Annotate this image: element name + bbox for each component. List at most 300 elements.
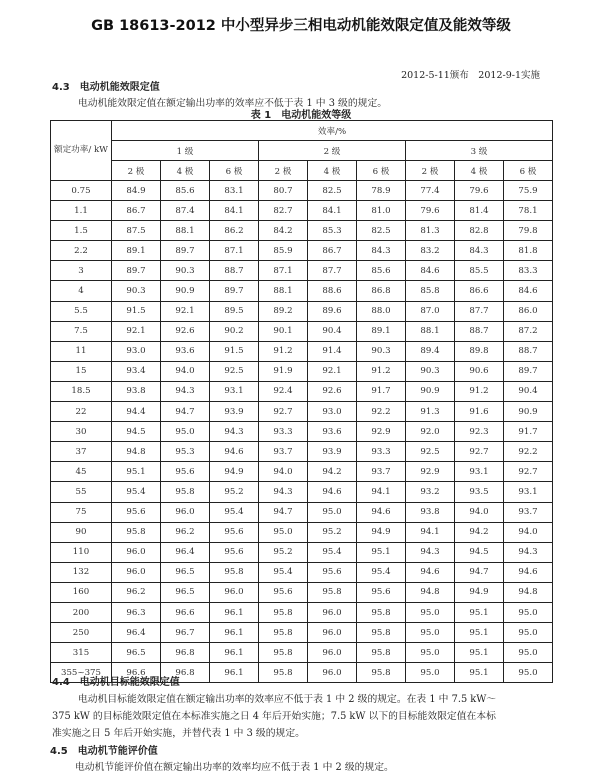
power-cell: 7.5 bbox=[51, 321, 112, 341]
efficiency-cell: 81.0 bbox=[357, 201, 406, 221]
grade-header: 3 级 bbox=[406, 141, 553, 161]
pole-header: 4 极 bbox=[455, 161, 504, 181]
efficiency-cell: 96.0 bbox=[112, 542, 161, 562]
efficiency-cell: 86.7 bbox=[112, 201, 161, 221]
efficiency-cell: 96.0 bbox=[161, 502, 210, 522]
efficiency-cell: 93.5 bbox=[455, 482, 504, 502]
efficiency-cell: 94.1 bbox=[357, 482, 406, 502]
efficiency-cell: 96.0 bbox=[308, 663, 357, 683]
pole-header: 2 极 bbox=[259, 161, 308, 181]
efficiency-cell: 95.6 bbox=[161, 462, 210, 482]
efficiency-cell: 94.0 bbox=[504, 522, 553, 542]
efficiency-cell: 88.0 bbox=[357, 301, 406, 321]
efficiency-cell: 92.0 bbox=[406, 422, 455, 442]
efficiency-cell: 95.8 bbox=[210, 562, 259, 582]
efficiency-cell: 91.6 bbox=[455, 402, 504, 422]
efficiency-cell: 94.8 bbox=[406, 582, 455, 602]
efficiency-cell: 86.8 bbox=[357, 281, 406, 301]
pole-header: 6 极 bbox=[210, 161, 259, 181]
efficiency-cell: 95.3 bbox=[161, 442, 210, 462]
efficiency-cell: 90.9 bbox=[504, 402, 553, 422]
pole-header: 6 极 bbox=[357, 161, 406, 181]
power-cell: 3 bbox=[51, 261, 112, 281]
efficiency-cell: 95.1 bbox=[455, 602, 504, 622]
efficiency-cell: 95.6 bbox=[308, 562, 357, 582]
section-4-4-heading: 4.4 电动机目标能效限定值 bbox=[52, 677, 180, 688]
efficiency-cell: 87.5 bbox=[112, 221, 161, 241]
efficiency-cell: 87.7 bbox=[455, 301, 504, 321]
efficiency-cell: 90.3 bbox=[357, 341, 406, 361]
table-row bbox=[51, 281, 553, 301]
efficiency-cell: 92.1 bbox=[112, 321, 161, 341]
efficiency-cell: 95.0 bbox=[504, 643, 553, 663]
efficiency-cell: 91.4 bbox=[308, 341, 357, 361]
efficiency-cell: 91.7 bbox=[357, 381, 406, 401]
efficiency-cell: 92.5 bbox=[210, 361, 259, 381]
efficiency-cell: 82.5 bbox=[357, 221, 406, 241]
efficiency-cell: 94.2 bbox=[308, 462, 357, 482]
efficiency-cell: 94.6 bbox=[357, 502, 406, 522]
efficiency-cell: 85.5 bbox=[455, 261, 504, 281]
efficiency-cell: 92.1 bbox=[308, 361, 357, 381]
efficiency-cell: 95.6 bbox=[259, 582, 308, 602]
efficiency-cell: 96.1 bbox=[210, 643, 259, 663]
efficiency-cell: 94.7 bbox=[259, 502, 308, 522]
efficiency-cell: 93.1 bbox=[455, 462, 504, 482]
efficiency-cell: 94.0 bbox=[259, 462, 308, 482]
power-cell: 11 bbox=[51, 341, 112, 361]
efficiency-cell: 89.5 bbox=[210, 301, 259, 321]
power-cell: 315 bbox=[51, 643, 112, 663]
efficiency-cell: 75.9 bbox=[504, 181, 553, 201]
table-caption: 表 1 电动机能效等级 bbox=[250, 110, 352, 121]
efficiency-cell: 96.6 bbox=[112, 663, 161, 683]
efficiency-cell: 90.1 bbox=[259, 321, 308, 341]
efficiency-cell: 91.5 bbox=[210, 341, 259, 361]
efficiency-cell: 94.9 bbox=[455, 582, 504, 602]
efficiency-cell: 94.9 bbox=[357, 522, 406, 542]
power-cell: 55 bbox=[51, 482, 112, 502]
efficiency-cell: 92.6 bbox=[161, 321, 210, 341]
efficiency-cell: 92.9 bbox=[406, 462, 455, 482]
efficiency-cell: 95.4 bbox=[259, 562, 308, 582]
efficiency-cell: 85.8 bbox=[406, 281, 455, 301]
efficiency-cell: 95.6 bbox=[210, 542, 259, 562]
efficiency-cell: 93.0 bbox=[308, 402, 357, 422]
efficiency-cell: 92.2 bbox=[504, 442, 553, 462]
efficiency-cell: 92.1 bbox=[161, 301, 210, 321]
efficiency-cell: 95.6 bbox=[210, 522, 259, 542]
efficiency-cell: 94.6 bbox=[210, 442, 259, 462]
efficiency-cell: 94.3 bbox=[161, 381, 210, 401]
table-row bbox=[51, 201, 553, 221]
efficiency-cell: 85.3 bbox=[308, 221, 357, 241]
power-cell: 5.5 bbox=[51, 301, 112, 321]
efficiency-cell: 95.4 bbox=[308, 542, 357, 562]
efficiency-cell: 94.8 bbox=[504, 582, 553, 602]
table-row bbox=[51, 181, 553, 201]
efficiency-cell: 84.3 bbox=[455, 241, 504, 261]
power-cell: 250 bbox=[51, 623, 112, 643]
table-row bbox=[51, 361, 553, 381]
efficiency-cell: 96.0 bbox=[210, 582, 259, 602]
table-row bbox=[51, 522, 553, 542]
efficiency-cell: 93.1 bbox=[210, 381, 259, 401]
power-cell: 90 bbox=[51, 522, 112, 542]
efficiency-cell: 94.5 bbox=[112, 422, 161, 442]
efficiency-cell: 94.2 bbox=[455, 522, 504, 542]
efficiency-cell: 89.6 bbox=[308, 301, 357, 321]
efficiency-cell: 89.4 bbox=[406, 341, 455, 361]
efficiency-cell: 84.2 bbox=[259, 221, 308, 241]
efficiency-cell: 77.4 bbox=[406, 181, 455, 201]
table-row bbox=[51, 582, 553, 602]
efficiency-cell: 86.2 bbox=[210, 221, 259, 241]
efficiency-cell: 90.4 bbox=[308, 321, 357, 341]
efficiency-cell: 93.0 bbox=[112, 341, 161, 361]
efficiency-cell: 87.1 bbox=[210, 241, 259, 261]
efficiency-cell: 93.7 bbox=[357, 462, 406, 482]
efficiency-cell: 96.1 bbox=[210, 663, 259, 683]
efficiency-cell: 95.8 bbox=[259, 663, 308, 683]
efficiency-cell: 87.1 bbox=[259, 261, 308, 281]
pole-header: 2 极 bbox=[112, 161, 161, 181]
efficiency-cell: 88.1 bbox=[406, 321, 455, 341]
power-cell: 200 bbox=[51, 602, 112, 622]
efficiency-cell: 95.1 bbox=[357, 542, 406, 562]
efficiency-cell: 95.2 bbox=[308, 522, 357, 542]
efficiency-cell: 79.6 bbox=[406, 201, 455, 221]
efficiency-cell: 95.2 bbox=[259, 542, 308, 562]
efficiency-cell: 92.6 bbox=[308, 381, 357, 401]
efficiency-cell: 95.0 bbox=[406, 602, 455, 622]
power-cell: 45 bbox=[51, 462, 112, 482]
table-row bbox=[51, 542, 553, 562]
grade-header: 1 级 bbox=[112, 141, 259, 161]
efficiency-cell: 79.6 bbox=[455, 181, 504, 201]
efficiency-cell: 90.3 bbox=[406, 361, 455, 381]
power-cell: 18.5 bbox=[51, 381, 112, 401]
efficiency-cell: 91.2 bbox=[357, 361, 406, 381]
efficiency-cell: 89.1 bbox=[112, 241, 161, 261]
power-cell: 30 bbox=[51, 422, 112, 442]
efficiency-cell: 93.2 bbox=[406, 482, 455, 502]
efficiency-cell: 96.3 bbox=[112, 602, 161, 622]
power-cell: 160 bbox=[51, 582, 112, 602]
efficiency-cell: 95.6 bbox=[112, 502, 161, 522]
efficiency-cell: 84.1 bbox=[308, 201, 357, 221]
efficiency-cell: 86.6 bbox=[455, 281, 504, 301]
efficiency-cell: 93.4 bbox=[112, 361, 161, 381]
section-4-4-line: 375 kW 的目标能效限定值在本标准实施之日 4 年后开始实施；7.5 kW 以下的目标能效限定值在本标 bbox=[52, 711, 496, 722]
efficiency-cell: 93.7 bbox=[504, 502, 553, 522]
efficiency-cell: 89.7 bbox=[210, 281, 259, 301]
efficiency-cell: 96.5 bbox=[112, 643, 161, 663]
efficiency-cell: 83.3 bbox=[504, 261, 553, 281]
section-4-4-line: 电动机目标能效限定值在额定输出功率的效率应不低于表 1 中 2 级的规定。在表 1 中 7.5 kW～ bbox=[78, 694, 497, 705]
efficiency-cell: 93.1 bbox=[504, 482, 553, 502]
efficiency-cell: 94.6 bbox=[406, 562, 455, 582]
efficiency-cell: 96.0 bbox=[112, 562, 161, 582]
efficiency-cell: 96.5 bbox=[161, 562, 210, 582]
efficiency-cell: 83.2 bbox=[406, 241, 455, 261]
efficiency-cell: 94.3 bbox=[504, 542, 553, 562]
efficiency-cell: 90.6 bbox=[455, 361, 504, 381]
efficiency-cell: 78.9 bbox=[357, 181, 406, 201]
table-row bbox=[51, 381, 553, 401]
pole-header: 6 极 bbox=[504, 161, 553, 181]
efficiency-cell: 89.7 bbox=[504, 361, 553, 381]
efficiency-cell: 94.3 bbox=[406, 542, 455, 562]
efficiency-cell: 95.8 bbox=[112, 522, 161, 542]
efficiency-cell: 95.8 bbox=[357, 623, 406, 643]
efficiency-cell: 95.0 bbox=[504, 663, 553, 683]
efficiency-cell: 94.9 bbox=[210, 462, 259, 482]
table-row bbox=[51, 221, 553, 241]
efficiency-cell: 94.0 bbox=[161, 361, 210, 381]
efficiency-table bbox=[50, 120, 553, 683]
section-4-3-heading: 4.3 电动机能效限定值 bbox=[52, 82, 160, 93]
efficiency-cell: 90.4 bbox=[504, 381, 553, 401]
efficiency-cell: 92.2 bbox=[357, 402, 406, 422]
efficiency-header: 效率/% bbox=[112, 121, 553, 141]
efficiency-cell: 95.0 bbox=[161, 422, 210, 442]
efficiency-cell: 87.0 bbox=[406, 301, 455, 321]
section-4-4-line: 准实施之日 5 年后开始实施，并替代表 1 中 3 级的规定。 bbox=[52, 728, 305, 739]
efficiency-cell: 92.4 bbox=[259, 381, 308, 401]
efficiency-cell: 92.7 bbox=[455, 442, 504, 462]
efficiency-cell: 82.8 bbox=[455, 221, 504, 241]
efficiency-cell: 96.2 bbox=[161, 522, 210, 542]
efficiency-cell: 84.9 bbox=[112, 181, 161, 201]
efficiency-cell: 95.8 bbox=[357, 663, 406, 683]
efficiency-cell: 95.8 bbox=[357, 643, 406, 663]
efficiency-cell: 86.7 bbox=[308, 241, 357, 261]
efficiency-cell: 89.8 bbox=[455, 341, 504, 361]
pole-header: 4 极 bbox=[308, 161, 357, 181]
pole-header-row bbox=[51, 161, 553, 181]
efficiency-cell: 88.7 bbox=[210, 261, 259, 281]
efficiency-cell: 94.0 bbox=[455, 502, 504, 522]
table-row bbox=[51, 321, 553, 341]
efficiency-cell: 96.1 bbox=[210, 602, 259, 622]
grade-header: 2 级 bbox=[259, 141, 406, 161]
efficiency-cell: 94.6 bbox=[504, 562, 553, 582]
efficiency-cell: 95.8 bbox=[259, 602, 308, 622]
efficiency-cell: 83.1 bbox=[210, 181, 259, 201]
efficiency-cell: 84.6 bbox=[406, 261, 455, 281]
efficiency-cell: 94.6 bbox=[308, 482, 357, 502]
efficiency-cell: 96.0 bbox=[308, 623, 357, 643]
efficiency-cell: 87.4 bbox=[161, 201, 210, 221]
efficiency-cell: 91.9 bbox=[259, 361, 308, 381]
efficiency-cell: 92.3 bbox=[455, 422, 504, 442]
efficiency-cell: 95.8 bbox=[161, 482, 210, 502]
efficiency-cell: 89.7 bbox=[112, 261, 161, 281]
efficiency-cell: 84.6 bbox=[504, 281, 553, 301]
efficiency-cell: 85.9 bbox=[259, 241, 308, 261]
efficiency-cell: 91.2 bbox=[259, 341, 308, 361]
efficiency-cell: 88.1 bbox=[259, 281, 308, 301]
table-row bbox=[51, 623, 553, 643]
efficiency-cell: 96.2 bbox=[112, 582, 161, 602]
efficiency-cell: 93.8 bbox=[112, 381, 161, 401]
efficiency-cell: 96.7 bbox=[161, 623, 210, 643]
power-cell: 4 bbox=[51, 281, 112, 301]
efficiency-cell: 95.0 bbox=[504, 602, 553, 622]
power-cell: 2.2 bbox=[51, 241, 112, 261]
section-4-3-text: 电动机能效限定值在额定输出功率的效率应不低于表 1 中 3 级的规定。 bbox=[78, 98, 388, 109]
efficiency-cell: 95.0 bbox=[504, 623, 553, 643]
efficiency-cell: 89.2 bbox=[259, 301, 308, 321]
efficiency-cell: 93.6 bbox=[161, 341, 210, 361]
efficiency-cell: 90.9 bbox=[406, 381, 455, 401]
efficiency-cell: 88.7 bbox=[504, 341, 553, 361]
pole-header: 2 极 bbox=[406, 161, 455, 181]
efficiency-cell: 94.4 bbox=[112, 402, 161, 422]
power-cell: 1.1 bbox=[51, 201, 112, 221]
efficiency-cell: 95.4 bbox=[112, 482, 161, 502]
efficiency-cell: 95.8 bbox=[308, 582, 357, 602]
table-row bbox=[51, 341, 553, 361]
efficiency-cell: 84.3 bbox=[357, 241, 406, 261]
table-row bbox=[51, 602, 553, 622]
power-cell: 22 bbox=[51, 402, 112, 422]
efficiency-cell: 81.4 bbox=[455, 201, 504, 221]
efficiency-cell: 87.7 bbox=[308, 261, 357, 281]
efficiency-cell: 95.0 bbox=[259, 522, 308, 542]
power-cell: 1.5 bbox=[51, 221, 112, 241]
efficiency-cell: 93.6 bbox=[308, 422, 357, 442]
table-row bbox=[51, 462, 553, 482]
section-4-5-heading: 4.5 电动机节能评价值 bbox=[50, 746, 158, 757]
efficiency-cell: 95.1 bbox=[455, 663, 504, 683]
power-cell: 37 bbox=[51, 442, 112, 462]
efficiency-cell: 95.0 bbox=[406, 643, 455, 663]
efficiency-cell: 92.7 bbox=[259, 402, 308, 422]
table-row bbox=[51, 261, 553, 281]
efficiency-cell: 93.3 bbox=[357, 442, 406, 462]
efficiency-cell: 88.6 bbox=[308, 281, 357, 301]
efficiency-cell: 96.0 bbox=[308, 643, 357, 663]
efficiency-cell: 96.0 bbox=[308, 602, 357, 622]
table-row bbox=[51, 402, 553, 422]
section-4-5-text: 电动机节能评价值在额定输出功率的效率均应不低于表 1 中 2 级的规定。 bbox=[75, 762, 394, 773]
efficiency-cell: 95.1 bbox=[455, 623, 504, 643]
efficiency-cell: 78.1 bbox=[504, 201, 553, 221]
efficiency-cell: 92.9 bbox=[357, 422, 406, 442]
table-row bbox=[51, 241, 553, 261]
efficiency-cell: 95.8 bbox=[357, 602, 406, 622]
efficiency-cell: 94.1 bbox=[406, 522, 455, 542]
efficiency-cell: 96.8 bbox=[161, 643, 210, 663]
efficiency-cell: 90.3 bbox=[112, 281, 161, 301]
efficiency-cell: 92.5 bbox=[406, 442, 455, 462]
efficiency-cell: 93.8 bbox=[406, 502, 455, 522]
efficiency-cell: 86.0 bbox=[504, 301, 553, 321]
efficiency-cell: 95.0 bbox=[406, 663, 455, 683]
power-cell: 15 bbox=[51, 361, 112, 381]
efficiency-cell: 94.5 bbox=[455, 542, 504, 562]
efficiency-cell: 94.3 bbox=[210, 422, 259, 442]
efficiency-cell: 95.1 bbox=[112, 462, 161, 482]
efficiency-cell: 95.8 bbox=[259, 643, 308, 663]
table-row bbox=[51, 502, 553, 522]
efficiency-cell: 94.7 bbox=[455, 562, 504, 582]
efficiency-cell: 94.8 bbox=[112, 442, 161, 462]
efficiency-cell: 79.8 bbox=[504, 221, 553, 241]
efficiency-cell: 91.7 bbox=[504, 422, 553, 442]
efficiency-cell: 96.6 bbox=[161, 602, 210, 622]
efficiency-cell: 91.5 bbox=[112, 301, 161, 321]
efficiency-cell: 95.2 bbox=[210, 482, 259, 502]
efficiency-cell: 82.5 bbox=[308, 181, 357, 201]
efficiency-cell: 93.9 bbox=[210, 402, 259, 422]
table-row bbox=[51, 643, 553, 663]
efficiency-cell: 96.1 bbox=[210, 623, 259, 643]
table-row bbox=[51, 442, 553, 462]
efficiency-cell: 95.0 bbox=[406, 623, 455, 643]
efficiency-cell: 85.6 bbox=[161, 181, 210, 201]
power-cell: 75 bbox=[51, 502, 112, 522]
efficiency-cell: 88.1 bbox=[161, 221, 210, 241]
publish-dates: 2012-5-11颁布 2012-9-1实施 bbox=[401, 70, 540, 81]
efficiency-cell: 95.6 bbox=[357, 582, 406, 602]
efficiency-cell: 94.3 bbox=[259, 482, 308, 502]
efficiency-cell: 94.7 bbox=[161, 402, 210, 422]
efficiency-cell: 92.7 bbox=[504, 462, 553, 482]
efficiency-cell: 89.1 bbox=[357, 321, 406, 341]
table-row bbox=[51, 301, 553, 321]
efficiency-cell: 95.1 bbox=[455, 643, 504, 663]
efficiency-cell: 95.0 bbox=[308, 502, 357, 522]
efficiency-cell: 81.3 bbox=[406, 221, 455, 241]
efficiency-cell: 93.9 bbox=[308, 442, 357, 462]
efficiency-cell: 90.3 bbox=[161, 261, 210, 281]
efficiency-cell: 80.7 bbox=[259, 181, 308, 201]
efficiency-cell: 96.5 bbox=[161, 582, 210, 602]
table-row bbox=[51, 422, 553, 442]
efficiency-cell: 81.8 bbox=[504, 241, 553, 261]
efficiency-cell: 90.9 bbox=[161, 281, 210, 301]
efficiency-cell: 89.7 bbox=[161, 241, 210, 261]
efficiency-cell: 84.1 bbox=[210, 201, 259, 221]
efficiency-cell: 95.4 bbox=[210, 502, 259, 522]
document-title: GB 18613-2012 中小型异步三相电动机能效限定值及能效等级 bbox=[91, 18, 511, 34]
efficiency-cell: 96.8 bbox=[161, 663, 210, 683]
efficiency-cell: 95.8 bbox=[259, 623, 308, 643]
pole-header: 4 极 bbox=[161, 161, 210, 181]
efficiency-cell: 95.4 bbox=[357, 562, 406, 582]
power-cell: 355~375 bbox=[51, 663, 112, 683]
efficiency-cell: 96.4 bbox=[161, 542, 210, 562]
efficiency-cell: 85.6 bbox=[357, 261, 406, 281]
efficiency-cell: 82.7 bbox=[259, 201, 308, 221]
power-cell: 0.75 bbox=[51, 181, 112, 201]
efficiency-cell: 90.2 bbox=[210, 321, 259, 341]
efficiency-cell: 93.7 bbox=[259, 442, 308, 462]
efficiency-cell: 91.2 bbox=[455, 381, 504, 401]
table-row bbox=[51, 482, 553, 502]
power-cell: 110 bbox=[51, 542, 112, 562]
efficiency-cell: 96.4 bbox=[112, 623, 161, 643]
efficiency-cell: 93.3 bbox=[259, 422, 308, 442]
efficiency-cell: 87.2 bbox=[504, 321, 553, 341]
efficiency-cell: 91.3 bbox=[406, 402, 455, 422]
power-header: 额定功率/ kW bbox=[51, 121, 112, 181]
table-row bbox=[51, 562, 553, 582]
power-cell: 132 bbox=[51, 562, 112, 582]
